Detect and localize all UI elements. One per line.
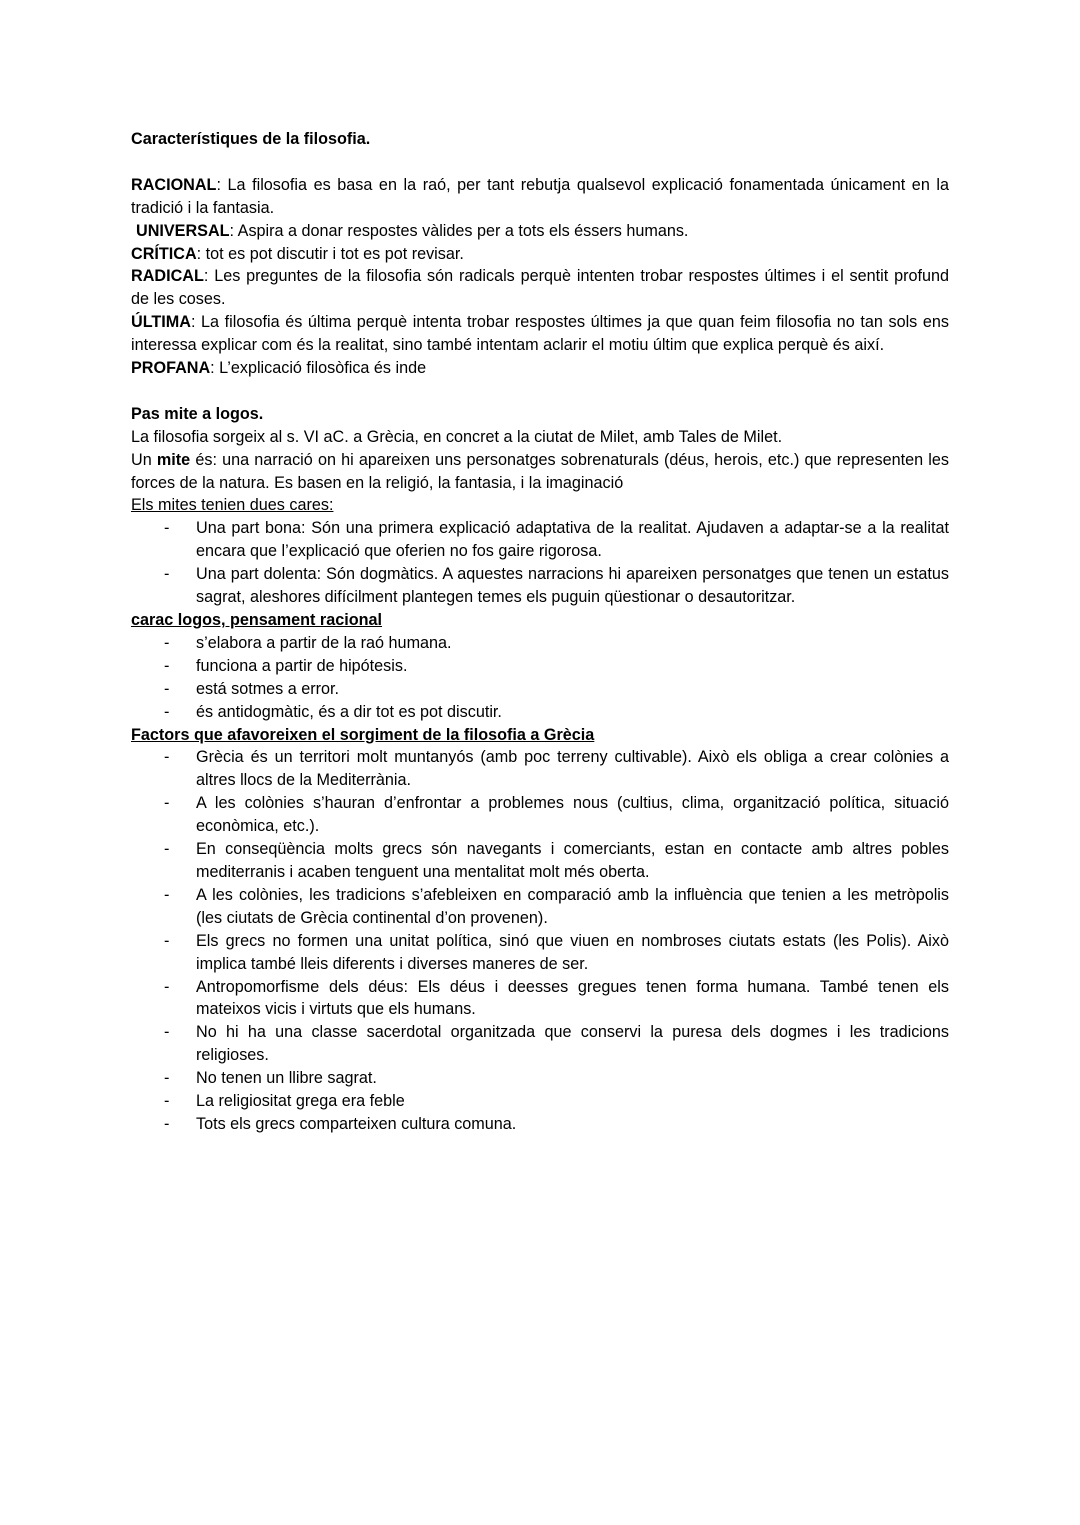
definition: : L’explicació filosòfica és inde: [210, 359, 427, 378]
list-item: - funciona a partir de hipótesis.: [131, 655, 949, 678]
mite-text: és: una narració on hi apareixen uns personatges sobrenaturals (déus, herois, etc.) que representen les forces de la natura. Es basen en la religió, la fantasia, i la imaginació: [131, 450, 949, 492]
blank-line: [131, 380, 949, 403]
term: CRÍTICA: [131, 244, 197, 263]
characteristic-critica: [131, 243, 949, 266]
list-item: - s’elabora a partir de la raó humana.: [131, 632, 949, 655]
mite-definition: [131, 449, 949, 495]
term: RADICAL: [131, 267, 204, 286]
mite-prefix: Un: [131, 450, 157, 469]
list-item: - No hi ha una classe sacerdotal organitzada que conservi la puresa dels dogmes i les tradicions religioses.: [131, 1021, 949, 1067]
factors-list: [131, 746, 949, 1135]
term: PROFANA: [131, 359, 211, 378]
list-item: - En conseqüència molts grecs són navegants i comerciants, estan en contacte amb altres pobles mediterranis i acaben tenguent una mentalitat molt més oberta.: [131, 838, 949, 884]
definition: : Aspira a donar respostes vàlides per a tots els éssers humans.: [229, 221, 689, 240]
factors-heading: Factors que afavoreixen el sorgiment de la filosofia a Grècia: [131, 725, 595, 744]
list-item: - Tots els grecs comparteixen cultura comuna.: [131, 1113, 949, 1136]
characteristic-radical: [131, 265, 949, 311]
list-item: - La religiositat grega era feble: [131, 1090, 949, 1113]
blank-line: [131, 151, 949, 174]
characteristic-universal: [131, 220, 949, 243]
mites-cares-list: [131, 517, 949, 609]
logos-heading: carac logos, pensament racional: [131, 611, 383, 629]
list-item: - está sotmes a error.: [131, 678, 949, 701]
term: RACIONAL: [131, 175, 217, 194]
section-title-caracteristiques: Característiques de la filosofia.: [131, 130, 371, 148]
definition: : La filosofia es basa en la raó, per tant rebutja qualsevol explicació fonamentada únicament en la tradició i la fantasia.: [131, 175, 949, 217]
list-item: - A les colònies s’hauran d’enfrontar a problemes nous (cultius, clima, organització política, situació econòmica, etc.).: [131, 792, 949, 838]
mites-cares-heading: Els mites tenien dues cares:: [131, 496, 334, 515]
characteristic-profana: [131, 357, 949, 380]
list-item: - és antidogmàtic, és a dir tot es pot discutir.: [131, 701, 949, 724]
characteristic-racional: [131, 174, 949, 220]
list-item: - No tenen un llibre sagrat.: [131, 1067, 949, 1090]
list-item: - Una part bona: Són una primera explicació adaptativa de la realitat. Ajudaven a adaptar-se a la realitat encara que l’explicació que oferien no fos gaire rigorosa.: [131, 517, 949, 563]
logos-list: [131, 632, 949, 724]
section-title-mite-logos: Pas mite a logos.: [131, 404, 264, 423]
intro-paragraph: La filosofia sorgeix al s. VI aC. a Grècia, en concret a la ciutat de Milet, amb Tales de Milet.: [131, 427, 783, 446]
characteristic-ultima: [131, 311, 949, 357]
list-item: - Una part dolenta: Són dogmàtics. A aquestes narracions hi apareixen personatges que tenen un estatus sagrat, aleshores difícilment plantegen temes els puguin qüestionar o desautoritzar.: [131, 563, 949, 609]
definition: : Les preguntes de la filosofia són radicals perquè intenten trobar respostes últimes i el sentit profund de les coses.: [131, 267, 949, 309]
list-item: - A les colònies, les tradicions s’afebleixen en comparació amb la influència que tenien a les metròpolis (les ciutats de Grècia continental d’on provenen).: [131, 884, 949, 930]
list-item: - Antropomorfisme dels déus: Els déus i deesses gregues tenen forma humana. També tenen els mateixos vicis i virtuts que els humans.: [131, 976, 949, 1022]
mite-word: mite: [156, 450, 191, 469]
list-item: - Grècia és un territori molt muntanyós (amb poc terreny cultivable). Això els obliga a crear colònies a altres llocs de la Mediterrània.: [131, 746, 949, 792]
term: UNIVERSAL: [136, 221, 230, 240]
definition: : tot es pot discutir i tot es pot revisar.: [196, 244, 464, 263]
list-item: - Els grecs no formen una unitat política, sinó que viuen en nombroses ciutats estats (les Polis). Això implica també lleis diferents i diverses maneres de ser.: [131, 930, 949, 976]
definition: : La filosofia és última perquè intenta trobar respostes últimes ja que quan feim filosofia no tan sols ens interessa explicar com és la realitat, sino també intentam aclarir el motiu últim que explica perquè és així.: [131, 313, 949, 355]
term: ÚLTIMA: [131, 313, 191, 332]
